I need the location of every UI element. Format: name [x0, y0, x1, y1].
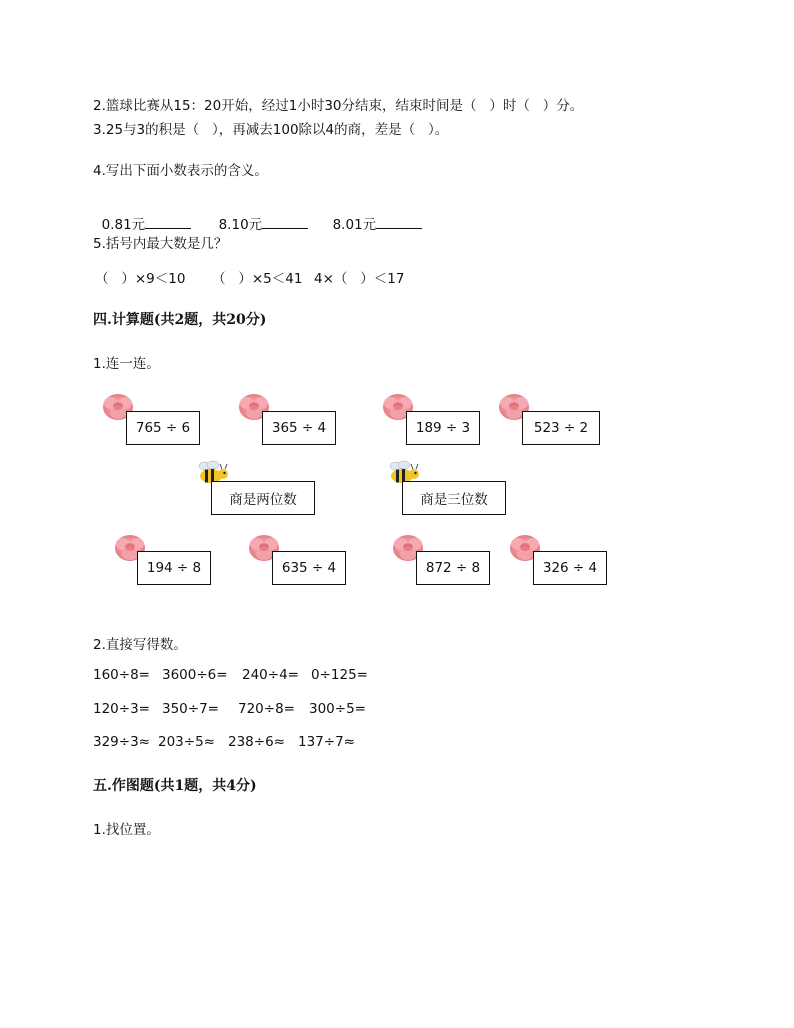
connect-question-text: 1.连一连。	[93, 356, 160, 372]
division-card-top-1[interactable]: 765 ÷ 6	[126, 411, 200, 445]
direct-calc-question-text: 2.直接写得数。	[93, 637, 187, 653]
answer-blank[interactable]	[376, 215, 422, 229]
question-3-text: 3.25与3的积是（ ），再减去100除以4的商，差是（ ）。	[93, 122, 449, 138]
question-2-text: 2.篮球比赛从15：20开始，经过1小时30分结束，结束时间是（ ）时（ ）分。	[93, 98, 584, 114]
decimal-item-2	[210, 197, 308, 233]
division-card-top-3[interactable]: 189 ÷ 3	[406, 411, 480, 445]
answer-blank[interactable]	[262, 215, 308, 229]
calc-item[interactable]: 240÷4=	[242, 667, 299, 683]
answer-blank[interactable]	[145, 215, 191, 229]
category-two-digit[interactable]: 商是两位数	[211, 481, 315, 515]
calc-item[interactable]: 3600÷6=	[162, 667, 228, 683]
division-card-top-2[interactable]: 365 ÷ 4	[262, 411, 336, 445]
section-5-heading: 五.作图题(共1题，共4分)	[93, 778, 257, 794]
inequality-1: （ ）×9＜10	[95, 271, 186, 287]
inequality-2: （ ）×5＜41	[212, 271, 303, 287]
division-card-bottom-3[interactable]: 872 ÷ 8	[416, 551, 490, 585]
calc-item[interactable]: 160÷8=	[93, 667, 150, 683]
section-4-heading: 四.计算题(共2题，共20分)	[93, 312, 267, 328]
question-5-text: 5.括号内最大数是几？	[93, 236, 228, 252]
calc-item[interactable]: 300÷5=	[309, 701, 366, 717]
calc-item[interactable]: 120÷3=	[93, 701, 150, 717]
calc-item[interactable]: 203÷5≈	[158, 734, 215, 750]
inequality-3: 4×（ ）＜17	[314, 271, 405, 287]
category-three-digit[interactable]: 商是三位数	[402, 481, 506, 515]
decimal-item-3	[324, 197, 422, 233]
decimal-label-1: 0.81元	[101, 217, 146, 233]
find-position-question-text: 1.找位置。	[93, 822, 160, 838]
calc-item[interactable]: 137÷7≈	[298, 734, 355, 750]
calc-item[interactable]: 350÷7=	[162, 701, 219, 717]
decimal-item-1	[93, 197, 191, 233]
division-card-top-4[interactable]: 523 ÷ 2	[522, 411, 600, 445]
calc-item[interactable]: 238÷6≈	[228, 734, 285, 750]
division-card-bottom-1[interactable]: 194 ÷ 8	[137, 551, 211, 585]
division-card-bottom-4[interactable]: 326 ÷ 4	[533, 551, 607, 585]
calc-item[interactable]: 0÷125=	[311, 667, 368, 683]
decimal-label-3: 8.01元	[332, 217, 377, 233]
division-card-bottom-2[interactable]: 635 ÷ 4	[272, 551, 346, 585]
decimal-label-2: 8.10元	[218, 217, 263, 233]
question-4-text: 4.写出下面小数表示的含义。	[93, 163, 268, 179]
calc-item[interactable]: 329÷3≈	[93, 734, 150, 750]
calc-item[interactable]: 720÷8=	[238, 701, 295, 717]
